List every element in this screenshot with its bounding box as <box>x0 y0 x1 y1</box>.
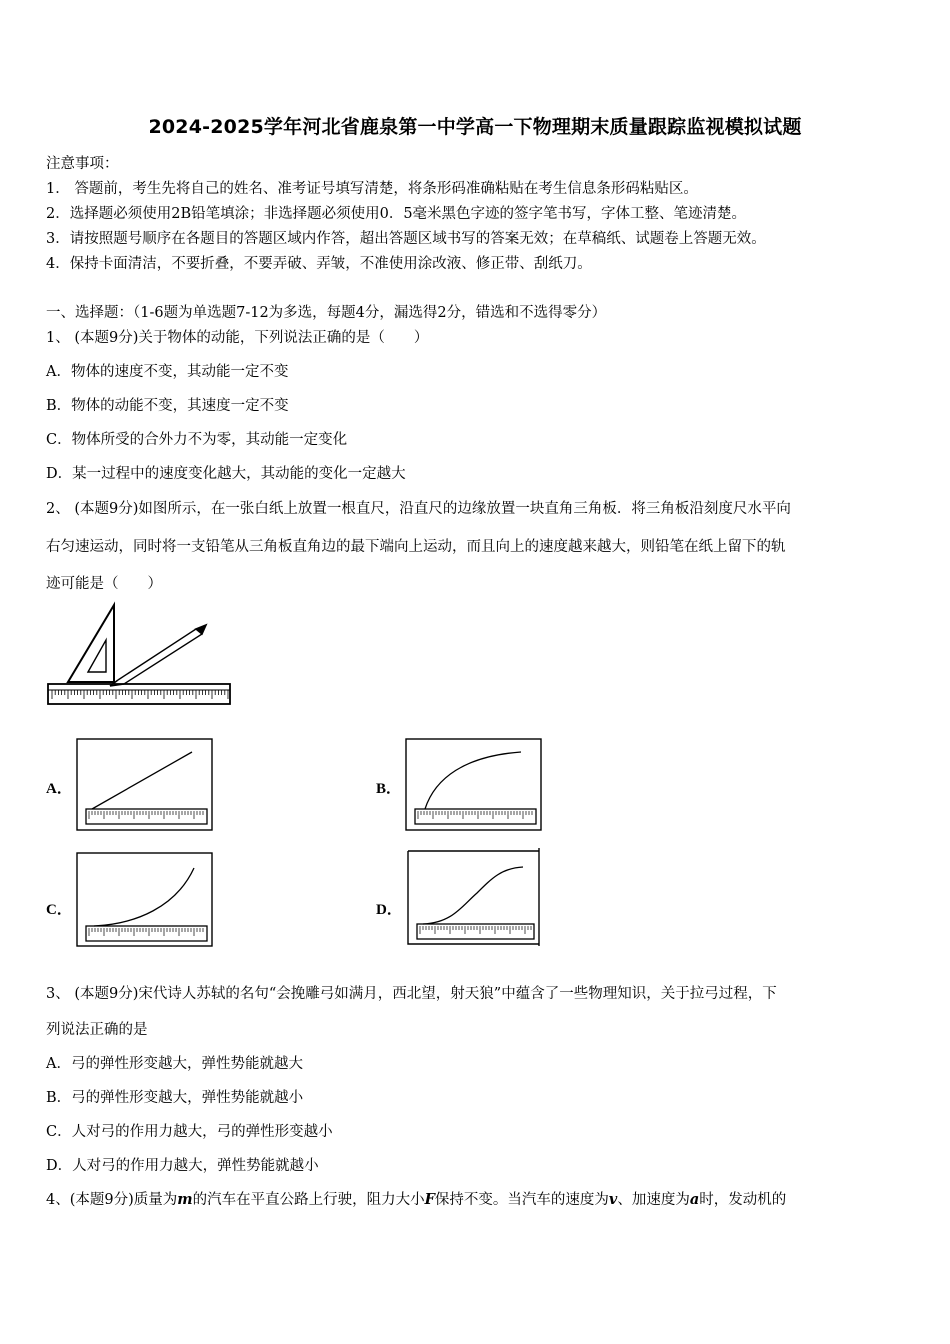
question-2-option-c-label: C． <box>46 902 72 918</box>
section-heading: 一、选择题：（1-6题为单选题7-12为多选，每题4分，漏选得2分，错选和不选得零分） <box>46 305 607 321</box>
option-c-trajectory-graph <box>76 852 214 948</box>
velocity-symbol: v <box>608 1191 618 1208</box>
page-title: 2024-2025学年河北省鹿泉第一中学高一下物理期末质量跟踪监视模拟试题 <box>148 116 802 138</box>
question-1-option-a: A．物体的速度不变，其动能一定不变 <box>46 364 289 380</box>
option-b-trajectory-graph <box>405 738 543 832</box>
option-a-trajectory-graph <box>76 738 214 832</box>
question-1-option-c: C．物体所受的合外力不为零，其动能一定变化 <box>46 432 348 448</box>
notice-item: 4．保持卡面清洁，不要折叠，不要弄破、弄皱，不准使用涂改液、修正带、刮纸刀。 <box>46 256 592 272</box>
question-3-option-d: D．人对弓的作用力越大，弹性势能就越小 <box>46 1158 319 1174</box>
option-d-trajectory-graph <box>407 848 543 946</box>
mass-symbol: m <box>177 1191 193 1208</box>
acceleration-symbol: a <box>689 1191 700 1208</box>
question-2-stem-line: 右匀速运动，同时将一支铅笔从三角板直角边的最下端向上运动，而且向上的速度越来越大，则铅笔在纸上留下的轨 <box>46 539 786 555</box>
question-1-option-b: B．物体的动能不变，其速度一定不变 <box>46 398 289 414</box>
question-2-option-d-label: D． <box>376 902 402 918</box>
question-2-option-a-label: A． <box>46 781 72 797</box>
question-4-stem <box>46 1188 786 1209</box>
question-4-stem-part: 、加速度为 <box>617 1192 690 1208</box>
question-3-option-a: A．弓的弹性形变越大，弹性势能就越大 <box>46 1056 303 1072</box>
question-4-stem-part: 时，发动机的 <box>699 1192 787 1208</box>
notice-heading: 注意事项： <box>46 156 119 172</box>
force-symbol: F <box>424 1191 435 1208</box>
question-2-stem-line: 迹可能是（ ） <box>46 576 162 592</box>
question-1-option-d: D．某一过程中的速度变化越大，其动能的变化一定越大 <box>46 466 406 482</box>
notice-item: 1． 答题前，考生先将自己的姓名、准考证号填写清楚，将条形码准确粘贴在考生信息条形码粘贴区。 <box>46 181 698 197</box>
question-2-option-b-label: B． <box>376 781 402 797</box>
question-4-stem-part: 的汽车在平直公路上行驶，阻力大小 <box>192 1192 425 1208</box>
notice-item: 2．选择题必须使用2B铅笔填涂；非选择题必须使用0．5毫米黑色字迹的签字笔书写，字体工整、笔迹清楚。 <box>46 206 747 222</box>
question-3-stem-line: 3、 (本题9分)宋代诗人苏轼的名句“会挽雕弓如满月，西北望，射天狼”中蕴含了一些物理知识，关于拉弓过程，下 <box>46 986 777 1002</box>
question-4-stem-part: 4、(本题9分)质量为 <box>46 1192 178 1208</box>
question-1-stem: 1、 (本题9分)关于物体的动能，下列说法正确的是（ ） <box>46 330 429 346</box>
question-4-stem-part: 保持不变。当汽车的速度为 <box>434 1192 609 1208</box>
question-3-option-b: B．弓的弹性形变越大，弹性势能就越小 <box>46 1090 304 1106</box>
question-3-option-c: C．人对弓的作用力越大，弓的弹性形变越小 <box>46 1124 333 1140</box>
question-2-stem-line: 2、 (本题9分)如图所示，在一张白纸上放置一根直尺，沿直尺的边缘放置一块直角三角板．将三角板沿刻度尺水平向 <box>46 501 791 517</box>
question-3-stem-line: 列说法正确的是 <box>46 1022 148 1038</box>
ruler-triangle-pencil-figure <box>46 600 232 708</box>
notice-item: 3．请按照题号顺序在各题目的答题区域内作答，超出答题区域书写的答案无效；在草稿纸、试题卷上答题无效。 <box>46 231 766 247</box>
